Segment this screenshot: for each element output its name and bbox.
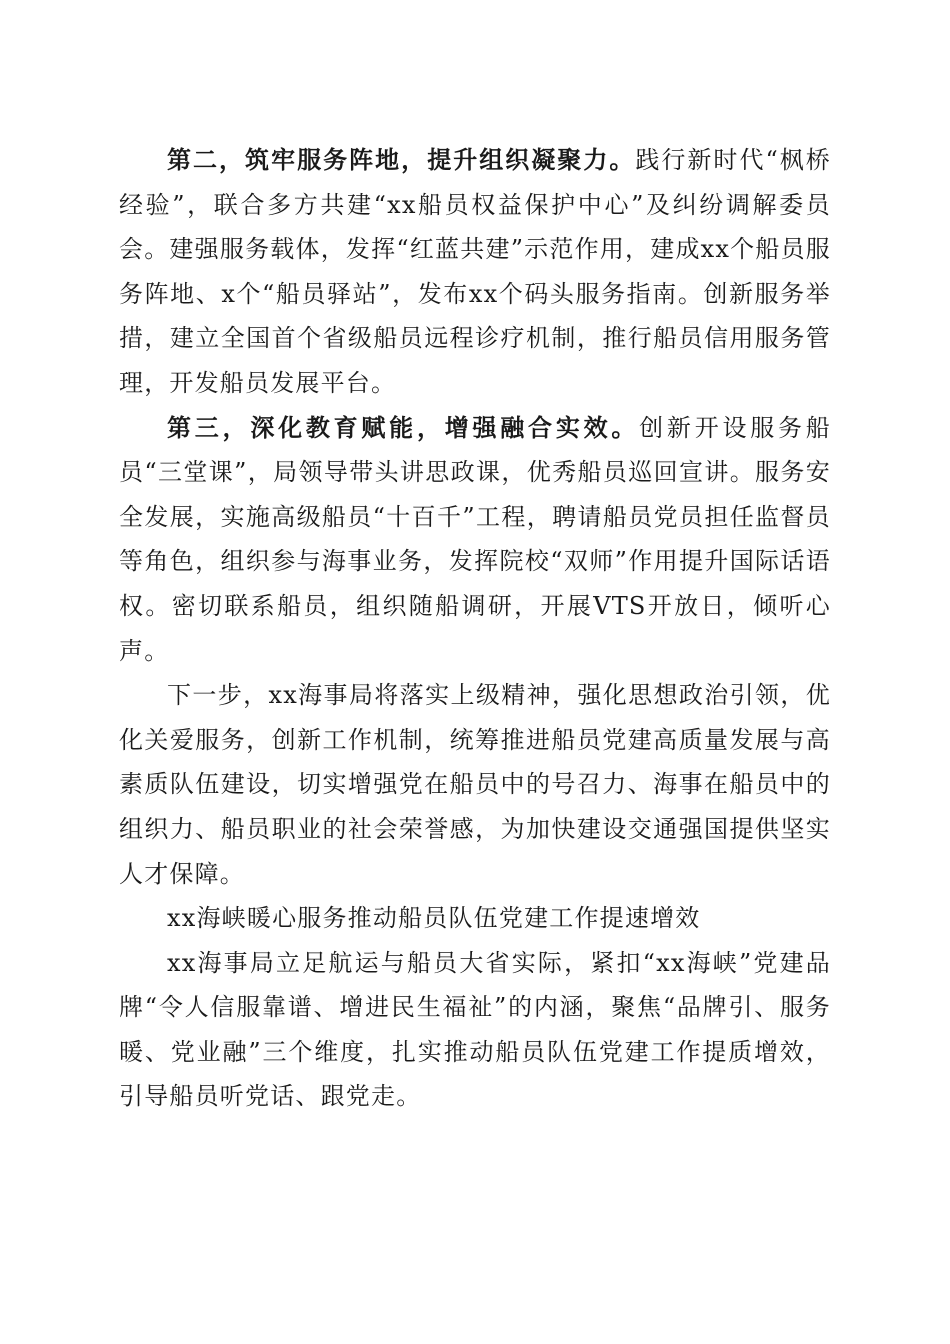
paragraph-lead: 第三，深化教育赋能，增强融合实效。 <box>167 412 640 442</box>
paragraph-lead: 第二，筑牢服务阵地，提升组织凝聚力。 <box>167 145 636 174</box>
paragraph-education-empowerment <box>119 406 831 674</box>
paragraph-text: 创新开设服务船员“三堂课”，局领导带头讲思政课，优秀船员巡回宣讲。服务安全发展，实施高级船员“十百千”工程，聘请船员党员担任监督员等角色，组织参与海事业务，发挥院校“双师”作用提升国际话语权。密切联系船员，组织随船调研，开展VTS开放日，倾听心声。 <box>119 413 831 665</box>
section-heading-text: xx海峡暖心服务推动船员队伍党建工作提速增效 <box>167 904 701 933</box>
section-heading <box>119 896 831 941</box>
paragraph-text: xx海事局立足航运与船员大省实际，紧扣“xx海峡”党建品牌“令人信服靠谱、增进民生福祉”的内涵，聚焦“品牌引、服务暖、党业融”三个维度，扎实推动船员队伍党建工作提质增效，引导船员听党话、跟党走。 <box>119 948 831 1111</box>
paragraph-text: 践行新时代“枫桥经验”，联合多方共建“xx船员权益保护中心”及纠纷调解委员会。建强服务载体，发挥“红蓝共建”示范作用，建成xx个船员服务阵地、x个“船员驿站”，发布xx个码头服务指南。创新服务举措，建立全国首个省级船员远程诊疗机制，推行船员信用服务管理，开发船员发展平台。 <box>119 146 831 397</box>
paragraph-text: 下一步，xx海事局将落实上级精神，强化思想政治引领，优化关爱服务，创新工作机制，统筹推进船员党建高质量发展与高素质队伍建设，切实增强党在船员中的号召力、海事在船员中的组织力、船员职业的社会荣誉感，为加快建设交通强国提供坚实人才保障。 <box>119 681 831 888</box>
paragraph-introduction <box>119 941 831 1119</box>
document-body <box>119 138 831 1119</box>
paragraph-service-position <box>119 138 831 406</box>
paragraph-next-step <box>119 673 831 896</box>
